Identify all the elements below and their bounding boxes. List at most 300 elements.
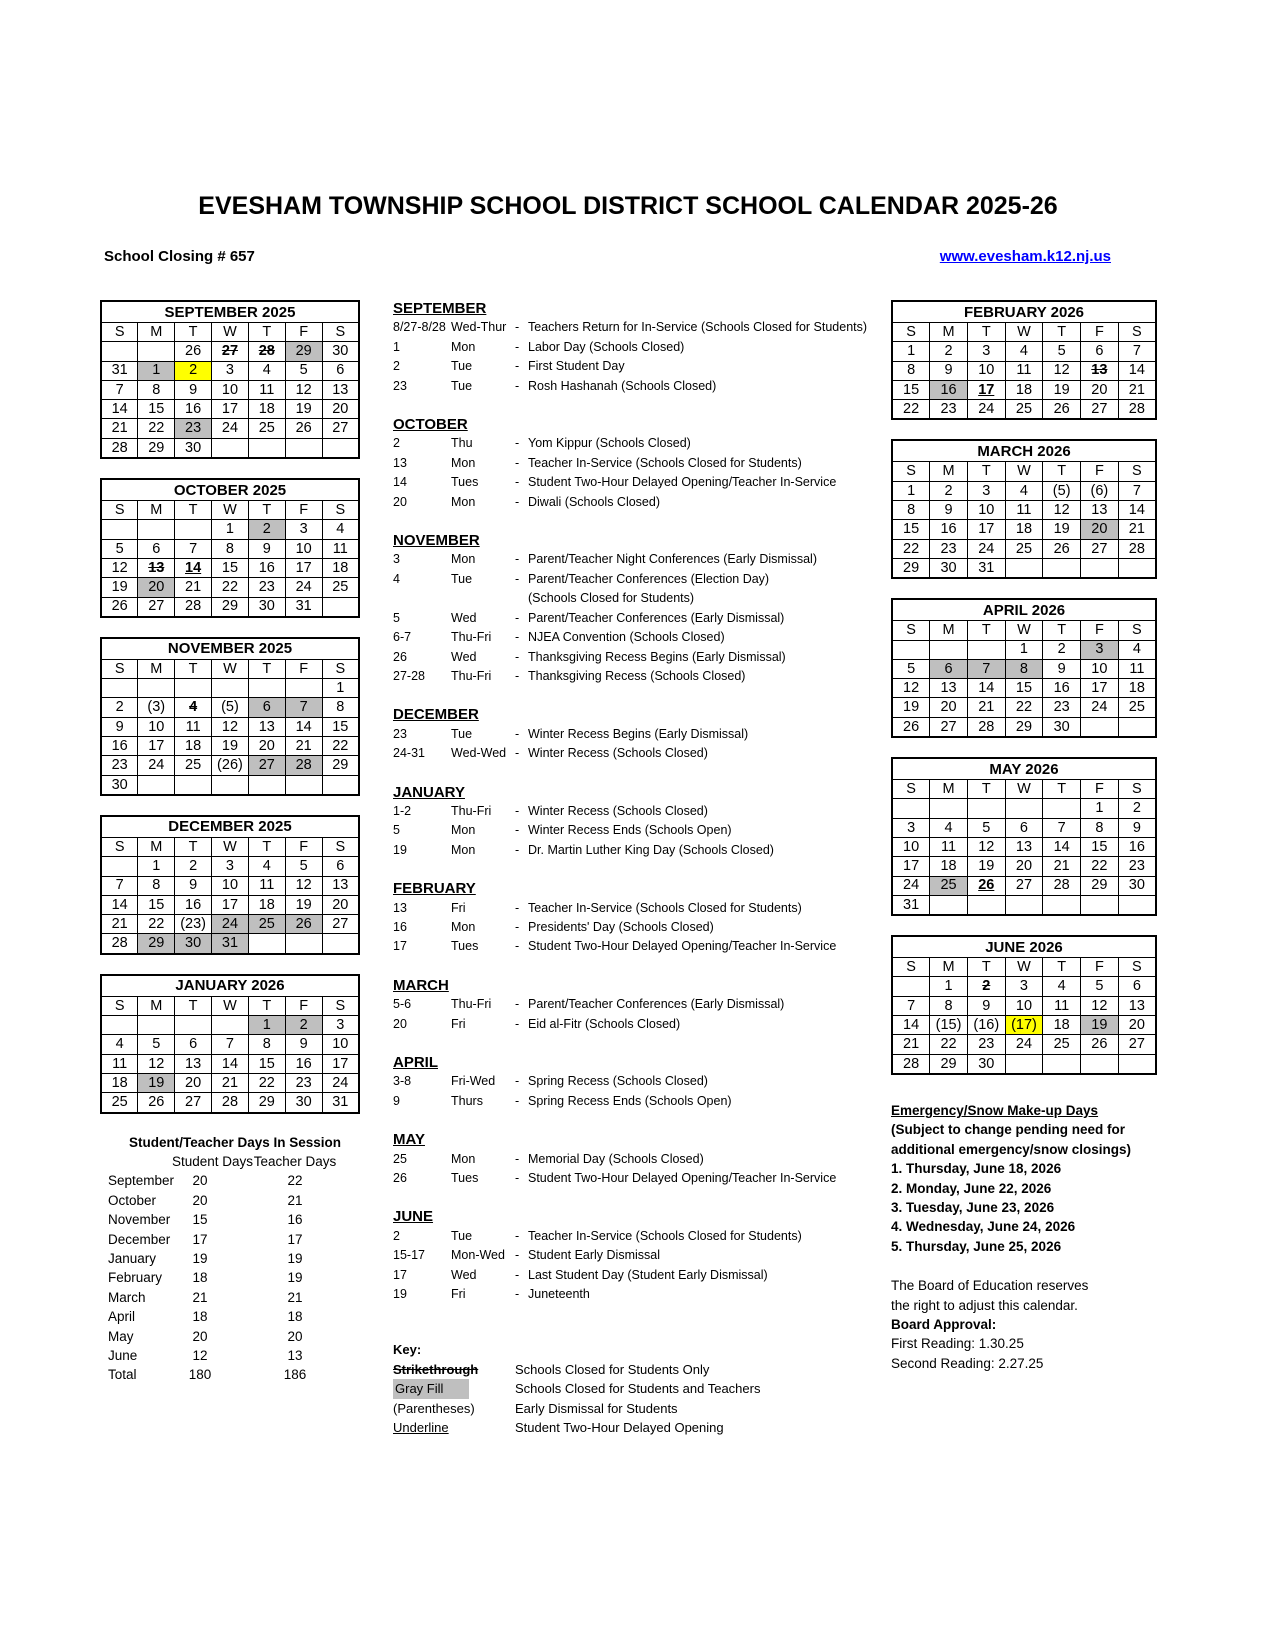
- event-day: Thu-Fri: [451, 630, 492, 645]
- day-cell: 12: [892, 679, 930, 698]
- day-cell: 11: [1118, 659, 1156, 678]
- day-cell: 6: [175, 1035, 212, 1054]
- legend-key: [393, 1340, 893, 1437]
- day-cell: 4: [1043, 977, 1081, 996]
- day-cell: 22: [892, 539, 930, 558]
- days-month: June: [108, 1347, 138, 1363]
- day-cell: 20: [322, 400, 359, 419]
- event-row: [393, 667, 893, 686]
- day-cell: 19: [1043, 380, 1081, 399]
- event-dash: -: [515, 1287, 520, 1302]
- day-cell: 1: [322, 679, 359, 698]
- event-date: 9: [393, 1093, 400, 1108]
- day-cell: 2: [967, 977, 1005, 996]
- day-cell-empty: [138, 520, 175, 539]
- days-month: September: [108, 1173, 175, 1189]
- day-cell: 1: [138, 361, 175, 380]
- teacher-days-header: Teacher Days: [253, 1153, 337, 1169]
- day-cell: 4: [248, 361, 285, 380]
- day-cell: 6: [248, 698, 285, 717]
- day-cell: 7: [1043, 818, 1081, 837]
- teacher-days-value: 18: [287, 1309, 303, 1325]
- student-days-value: 18: [192, 1309, 208, 1325]
- day-cell: 24: [967, 539, 1005, 558]
- key-row: [393, 1360, 893, 1379]
- weekday-header: M: [930, 462, 968, 481]
- event-dash: -: [515, 842, 520, 857]
- weekday-header: W: [212, 996, 249, 1015]
- day-cell-empty: [930, 640, 968, 659]
- day-cell: 11: [175, 717, 212, 736]
- day-cell: 21: [967, 698, 1005, 717]
- day-cell: 30: [175, 438, 212, 458]
- event-desc: Winter Recess Begins (Early Dismissal): [528, 726, 749, 741]
- day-cell: 21: [285, 737, 322, 756]
- event-row: [393, 899, 893, 918]
- day-cell-empty: [930, 895, 968, 915]
- weekday-header: F: [285, 501, 322, 520]
- weekday-header: M: [930, 323, 968, 342]
- day-cell: 23: [175, 419, 212, 438]
- key-desc: Schools Closed for Students Only: [515, 1361, 710, 1377]
- day-cell: 15: [138, 895, 175, 914]
- calendar-title: MAY 2026: [892, 758, 1156, 780]
- day-cell-empty: [138, 1016, 175, 1035]
- event-row: [393, 802, 893, 821]
- day-cell: (5): [212, 698, 249, 717]
- events-month-heading: FEBRUARY: [393, 880, 476, 898]
- day-cell: 10: [322, 1035, 359, 1054]
- day-cell: 25: [248, 915, 285, 934]
- event-date: 20: [393, 1016, 407, 1031]
- event-day: Tues: [451, 939, 479, 954]
- day-cell: 27: [1118, 1035, 1156, 1054]
- weekday-header: F: [1081, 323, 1119, 342]
- day-cell: 3: [212, 361, 249, 380]
- event-row: [393, 357, 893, 376]
- event-day: Tue: [451, 726, 473, 741]
- day-cell: 25: [322, 578, 359, 597]
- event-row: [393, 628, 893, 647]
- day-cell-empty: [248, 679, 285, 698]
- event-date: 13: [393, 900, 407, 915]
- day-cell-empty: [1081, 1054, 1119, 1074]
- weekday-header: T: [967, 780, 1005, 799]
- day-cell: 3: [212, 857, 249, 876]
- event-dash: -: [515, 668, 520, 683]
- day-cell: 5: [101, 539, 138, 558]
- key-desc: Student Two-Hour Delayed Opening: [515, 1420, 724, 1436]
- day-cell: 8: [1081, 818, 1119, 837]
- event-row: [393, 918, 893, 937]
- day-cell: 10: [285, 539, 322, 558]
- student-days-value: 12: [192, 1347, 208, 1363]
- day-cell: 22: [138, 419, 175, 438]
- day-cell: 5: [285, 361, 322, 380]
- days-row: [108, 1307, 362, 1326]
- event-row: [393, 841, 893, 860]
- day-cell: 2: [930, 342, 968, 361]
- day-cell: 16: [1043, 679, 1081, 698]
- day-cell: 8: [138, 380, 175, 399]
- calendar-title: FEBRUARY 2026: [892, 301, 1156, 323]
- event-dash: -: [515, 1151, 520, 1166]
- weekday-header: M: [930, 780, 968, 799]
- event-dash: -: [515, 571, 520, 586]
- left-calendar-column: [100, 300, 360, 1385]
- day-cell: 29: [212, 597, 249, 617]
- event-dash: -: [515, 939, 520, 954]
- weekday-header: T: [175, 837, 212, 856]
- event-day: Mon: [451, 1151, 476, 1166]
- weekday-header: W: [1005, 323, 1043, 342]
- day-cell: 22: [1005, 698, 1043, 717]
- day-cell-empty: [101, 342, 138, 361]
- day-cell: 7: [1118, 342, 1156, 361]
- event-day: Fri: [451, 900, 466, 915]
- weekday-header: T: [1043, 462, 1081, 481]
- calendar-may-2026: [891, 757, 1157, 916]
- day-cell: 23: [285, 1073, 322, 1092]
- event-day: Thurs: [451, 1093, 483, 1108]
- day-cell: 26: [1081, 1035, 1119, 1054]
- event-date: 24-31: [393, 746, 425, 761]
- teacher-days-value: 20: [287, 1328, 303, 1344]
- event-day: Mon: [451, 842, 476, 857]
- day-cell-empty: [212, 1016, 249, 1035]
- day-cell: 30: [930, 558, 968, 578]
- day-cell: 5: [892, 659, 930, 678]
- days-row: [108, 1365, 362, 1384]
- event-row: [393, 1015, 893, 1034]
- student-days-value: 17: [192, 1231, 208, 1247]
- day-cell-empty: [1118, 717, 1156, 737]
- day-cell: 18: [930, 857, 968, 876]
- days-row: [108, 1249, 362, 1268]
- day-cell: 24: [285, 578, 322, 597]
- day-cell: 1: [930, 977, 968, 996]
- calendar-june-2026: [891, 935, 1157, 1075]
- event-desc: (Schools Closed for Students): [528, 591, 695, 606]
- day-cell: 6: [1081, 342, 1119, 361]
- day-cell: 9: [1118, 818, 1156, 837]
- day-cell-empty: [1043, 1054, 1081, 1074]
- event-desc: First Student Day: [528, 359, 625, 374]
- days-row: [108, 1191, 362, 1210]
- day-cell: 11: [930, 837, 968, 856]
- day-cell: 10: [1081, 659, 1119, 678]
- day-cell-empty: [101, 857, 138, 876]
- day-cell-empty: [101, 1016, 138, 1035]
- day-cell: 19: [1081, 1016, 1119, 1035]
- teacher-days-value: 16: [287, 1212, 303, 1228]
- event-date: 2: [393, 1228, 400, 1243]
- calendar-title: JUNE 2026: [892, 936, 1156, 958]
- weekday-header: F: [1081, 621, 1119, 640]
- event-day: Mon: [451, 339, 476, 354]
- day-cell: 29: [1005, 717, 1043, 737]
- events-month-heading: DECEMBER: [393, 706, 479, 724]
- teacher-days-value: 21: [287, 1192, 303, 1208]
- day-cell-empty: [285, 775, 322, 795]
- snow-makeup-day: 3. Tuesday, June 23, 2026: [891, 1199, 1055, 1215]
- day-cell: 30: [285, 1093, 322, 1113]
- day-cell: 23: [1043, 698, 1081, 717]
- day-cell: 23: [930, 400, 968, 420]
- event-desc: NJEA Convention (Schools Closed): [528, 630, 725, 645]
- event-date: 5: [393, 610, 400, 625]
- day-cell: 28: [285, 756, 322, 775]
- day-cell: 26: [1043, 400, 1081, 420]
- snow-makeup-day: 4. Wednesday, June 24, 2026: [891, 1219, 1076, 1235]
- day-cell: 31: [967, 558, 1005, 578]
- event-desc: Teacher In-Service (Schools Closed for Students): [528, 900, 802, 915]
- teacher-days-value: 22: [287, 1173, 303, 1189]
- event-date: 5: [393, 823, 400, 838]
- calendar-title: NOVEMBER 2025: [101, 638, 359, 660]
- day-cell: 7: [175, 539, 212, 558]
- day-cell: (6): [1081, 481, 1119, 500]
- day-cell-empty: [1043, 799, 1081, 818]
- event-day: Mon: [451, 494, 476, 509]
- snow-makeup-section: [891, 1101, 1157, 1373]
- day-cell: 23: [967, 1035, 1005, 1054]
- event-desc: Teachers Return for In-Service (Schools Closed for Students): [528, 320, 868, 335]
- day-cell: 2: [175, 857, 212, 876]
- event-day: Wed: [451, 610, 477, 625]
- event-date: 4: [393, 571, 400, 586]
- days-month: Total: [108, 1367, 137, 1383]
- event-dash: -: [515, 475, 520, 490]
- day-cell: 10: [967, 501, 1005, 520]
- teacher-days-value: 19: [287, 1250, 303, 1266]
- event-desc: Parent/Teacher Conferences (Early Dismissal): [528, 997, 785, 1012]
- weekday-header: S: [322, 501, 359, 520]
- weekday-header: S: [892, 323, 930, 342]
- event-row: [393, 609, 893, 628]
- day-cell: 9: [1043, 659, 1081, 678]
- day-cell: 24: [1081, 698, 1119, 717]
- event-day: Tue: [451, 359, 473, 374]
- event-date: 17: [393, 1267, 407, 1282]
- day-cell: 9: [175, 876, 212, 895]
- day-cell: 10: [967, 361, 1005, 380]
- day-cell: 19: [101, 578, 138, 597]
- day-cell: 31: [285, 597, 322, 617]
- day-cell: 11: [248, 876, 285, 895]
- events-month-heading: SEPTEMBER: [393, 300, 487, 317]
- day-cell: 31: [212, 934, 249, 954]
- board-reading-line: First Reading: 1.30.25: [891, 1336, 1024, 1352]
- calendar-january-2026: [100, 974, 360, 1114]
- day-cell-empty: [1118, 1054, 1156, 1074]
- day-cell: 10: [212, 876, 249, 895]
- day-cell-empty: [175, 679, 212, 698]
- weekday-header: S: [322, 996, 359, 1015]
- day-cell: 29: [285, 342, 322, 361]
- day-cell: 20: [1081, 380, 1119, 399]
- event-row-continuation: [393, 589, 893, 608]
- day-cell: 17: [285, 558, 322, 577]
- day-cell: 2: [285, 1016, 322, 1035]
- day-cell: 4: [322, 520, 359, 539]
- day-cell: 26: [101, 597, 138, 617]
- weekday-header: T: [967, 621, 1005, 640]
- event-day: Thu-Fri: [451, 803, 492, 818]
- website-link[interactable]: www.evesham.k12.nj.us: [939, 248, 1111, 265]
- event-desc: Yom Kippur (Schools Closed): [528, 436, 691, 451]
- day-cell-empty: [892, 640, 930, 659]
- day-cell: 6: [930, 659, 968, 678]
- day-cell: 5: [138, 1035, 175, 1054]
- day-cell: 13: [1005, 837, 1043, 856]
- day-cell-empty: [967, 640, 1005, 659]
- day-cell-empty: [1081, 558, 1119, 578]
- event-dash: -: [515, 320, 520, 335]
- day-cell: 26: [175, 342, 212, 361]
- event-date: 6-7: [393, 630, 412, 645]
- day-cell-empty: [138, 342, 175, 361]
- event-dash: -: [515, 823, 520, 838]
- calendar-title: SEPTEMBER 2025: [101, 301, 359, 323]
- day-cell: 6: [1005, 818, 1043, 837]
- event-desc: Parent/Teacher Conferences (Election Day): [528, 571, 770, 586]
- day-cell: 8: [930, 996, 968, 1015]
- day-cell: 18: [101, 1073, 138, 1092]
- event-desc: Student Two-Hour Delayed Opening/Teacher In-Service: [528, 939, 837, 954]
- day-cell: 30: [101, 775, 138, 795]
- event-row: [393, 648, 893, 667]
- day-cell: 8: [212, 539, 249, 558]
- event-desc: Parent/Teacher Conferences (Early Dismissal): [528, 610, 785, 625]
- day-cell-empty: [322, 775, 359, 795]
- day-cell: 1: [892, 481, 930, 500]
- weekday-header: W: [1005, 780, 1043, 799]
- day-cell: 24: [892, 876, 930, 895]
- day-cell: 2: [175, 361, 212, 380]
- event-desc: Winter Recess (Schools Closed): [528, 803, 708, 818]
- day-cell: 23: [101, 756, 138, 775]
- weekday-header: F: [285, 996, 322, 1015]
- day-cell: 28: [101, 934, 138, 954]
- day-cell: 11: [1005, 361, 1043, 380]
- event-day: Fri: [451, 1287, 466, 1302]
- day-cell-empty: [1005, 799, 1043, 818]
- days-month: November: [108, 1212, 171, 1228]
- weekday-header: S: [101, 501, 138, 520]
- day-cell: 16: [285, 1054, 322, 1073]
- day-cell: 20: [175, 1073, 212, 1092]
- day-cell-empty: [101, 679, 138, 698]
- day-cell: 12: [1043, 361, 1081, 380]
- day-cell: 10: [212, 380, 249, 399]
- day-cell: 29: [248, 1093, 285, 1113]
- weekday-header: T: [248, 323, 285, 342]
- snow-note-line: additional emergency/snow closings): [891, 1141, 1132, 1157]
- weekday-header: S: [322, 323, 359, 342]
- day-cell: 12: [285, 876, 322, 895]
- day-cell: 9: [248, 539, 285, 558]
- day-cell: 5: [1043, 342, 1081, 361]
- event-day: Fri: [451, 1016, 466, 1031]
- days-header-row: [108, 1152, 362, 1171]
- event-day: Wed: [451, 649, 477, 664]
- event-dash: -: [515, 1074, 520, 1089]
- events-month-december: [393, 705, 893, 763]
- day-cell: 23: [248, 578, 285, 597]
- weekday-header: M: [138, 996, 175, 1015]
- weekday-header: F: [285, 659, 322, 678]
- day-cell: 21: [1118, 520, 1156, 539]
- day-cell: 20: [138, 578, 175, 597]
- days-in-session-table: [108, 1133, 362, 1385]
- event-desc: Teacher In-Service (Schools Closed for Students): [528, 1228, 802, 1243]
- day-cell: 15: [248, 1054, 285, 1073]
- student-days-value: 18: [192, 1270, 208, 1286]
- events-month-heading: APRIL: [393, 1054, 438, 1071]
- days-row: [108, 1327, 362, 1346]
- day-cell-empty: [138, 775, 175, 795]
- weekday-header: S: [892, 462, 930, 481]
- weekday-header: S: [101, 323, 138, 342]
- days-row: [108, 1268, 362, 1287]
- day-cell: 4: [1005, 342, 1043, 361]
- events-list: [393, 299, 893, 1304]
- event-row: [393, 1246, 893, 1265]
- day-cell: 14: [1043, 837, 1081, 856]
- event-dash: -: [515, 455, 520, 470]
- day-cell: 14: [1118, 361, 1156, 380]
- day-cell: 1: [1005, 640, 1043, 659]
- day-cell-empty: [175, 775, 212, 795]
- event-dash: -: [515, 726, 520, 741]
- day-cell: 24: [138, 756, 175, 775]
- weekday-header: S: [322, 659, 359, 678]
- weekday-header: W: [212, 837, 249, 856]
- day-cell: 19: [138, 1073, 175, 1092]
- events-month-april: [393, 1053, 893, 1111]
- day-cell: 21: [1043, 857, 1081, 876]
- event-dash: -: [515, 900, 520, 915]
- day-cell: 7: [892, 996, 930, 1015]
- event-date: 19: [393, 1287, 407, 1302]
- event-dash: -: [515, 436, 520, 451]
- student-days-value: 20: [192, 1173, 208, 1189]
- teacher-days-value: 17: [287, 1231, 303, 1247]
- event-dash: -: [515, 1093, 520, 1108]
- weekday-header: T: [248, 996, 285, 1015]
- calendar-april-2026: [891, 598, 1157, 738]
- weekday-header: T: [1043, 621, 1081, 640]
- day-cell: 7: [212, 1035, 249, 1054]
- event-date: 23: [393, 378, 407, 393]
- weekday-header: S: [892, 958, 930, 977]
- day-cell: 8: [138, 876, 175, 895]
- day-cell: 8: [248, 1035, 285, 1054]
- day-cell: 8: [892, 501, 930, 520]
- event-date: 3-8: [393, 1074, 412, 1089]
- day-cell: 21: [1118, 380, 1156, 399]
- day-cell: 29: [138, 934, 175, 954]
- weekday-header: T: [967, 323, 1005, 342]
- weekday-header: S: [1118, 780, 1156, 799]
- day-cell: 1: [1081, 799, 1119, 818]
- day-cell: 19: [967, 857, 1005, 876]
- day-cell: 11: [322, 539, 359, 558]
- event-row: [393, 493, 893, 512]
- day-cell: (16): [967, 1016, 1005, 1035]
- board-note-line: The Board of Education reserves: [891, 1278, 1089, 1294]
